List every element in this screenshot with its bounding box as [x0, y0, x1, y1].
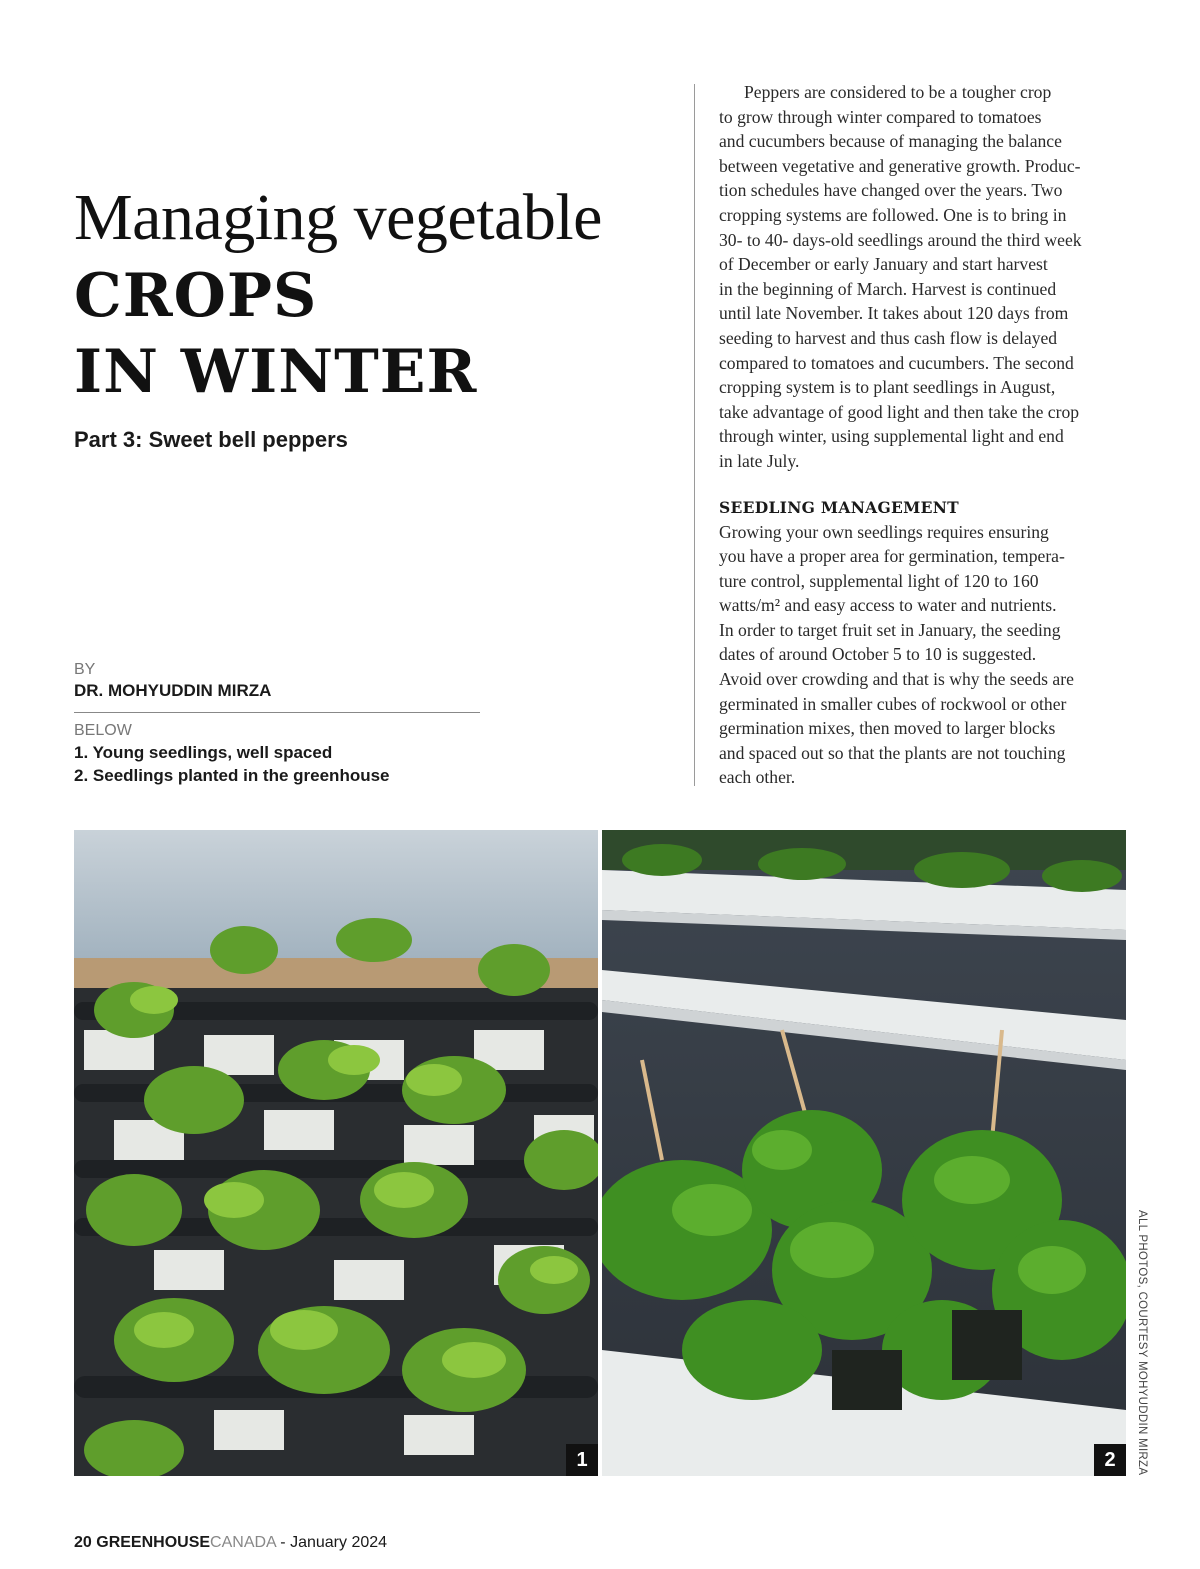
body-line: 30- to 40- days-old seedlings around the third week — [719, 229, 1082, 250]
greenhouse-seedlings-illustration — [602, 830, 1126, 1476]
photo-caption-2: 2. Seedlings planted in the greenhouse — [74, 766, 390, 785]
body-line: compared to tomatoes and cucumbers. The second — [719, 352, 1074, 373]
article-title-main — [74, 258, 684, 410]
article-title-line2: CROPS — [74, 261, 318, 331]
section-heading: SEEDLING MANAGEMENT — [719, 497, 960, 517]
issue-date: - January 2024 — [280, 1534, 388, 1551]
byline-block — [74, 660, 480, 787]
article-subtitle: Part 3: Sweet bell peppers — [74, 427, 348, 452]
body-line: In order to target fruit set in January, the seeding — [719, 619, 1061, 640]
body-line: ture control, supplemental light of 120 to 160 — [719, 570, 1039, 591]
photo-number-badge-1: 1 — [566, 1444, 598, 1476]
photo-credit: ALL PHOTOS, COURTESY MOHYUDDIN MIRZA — [1136, 1210, 1148, 1476]
body-line: watts/m² and easy access to water and nutrients. — [719, 595, 1057, 616]
body-line: Peppers are considered to be a tougher crop — [744, 82, 1052, 102]
seedlings-trays-illustration — [74, 830, 598, 1476]
photo-seedlings-greenhouse — [602, 830, 1126, 1476]
photo-seedlings-trays — [74, 830, 598, 1476]
author-name: DR. MOHYUDDIN MIRZA — [74, 681, 272, 700]
magazine-name-bold: GREENHOUSE — [96, 1534, 211, 1551]
article-title-line3: IN WINTER — [74, 337, 478, 407]
body-line: until late November. It takes about 120 days from — [719, 303, 1069, 324]
body-line: tion schedules have changed over the years. Two — [719, 180, 1063, 201]
body-line: of December or early January and start harvest — [719, 254, 1048, 275]
body-line: seeding to harvest and thus cash flow is delayed — [719, 327, 1058, 348]
page-footer — [74, 1534, 387, 1552]
body-line: germinated in smaller cubes of rockwool or other — [719, 693, 1067, 714]
body-line: to grow through winter compared to tomatoes — [719, 106, 1042, 127]
body-paragraph-1 — [719, 80, 1139, 474]
body-line: Avoid over crowding and that is why the seeds are — [719, 669, 1074, 690]
body-line: in late July. — [719, 450, 800, 471]
photo-number-badge-2: 2 — [1094, 1444, 1126, 1476]
body-line: you have a proper area for germination, tempera- — [719, 546, 1065, 567]
body-line: in the beginning of March. Harvest is continued — [719, 278, 1057, 299]
body-line: each other. — [719, 767, 796, 788]
by-label: BY — [74, 661, 96, 678]
body-line: dates of around October 5 to 10 is suggested. — [719, 644, 1037, 665]
article-title-line1: Managing vegetable — [74, 181, 602, 254]
photo-caption-1: 1. Young seedlings, well spaced — [74, 743, 333, 762]
below-label: BELOW — [74, 722, 132, 739]
body-line: cropping systems are followed. One is to bring in — [719, 204, 1067, 225]
body-paragraph-2 — [719, 520, 1139, 791]
body-line: and spaced out so that the plants are not touching — [719, 742, 1066, 763]
body-line: cropping system is to plant seedlings in August, — [719, 377, 1056, 398]
byline-divider — [74, 712, 480, 713]
body-line: germination mixes, then moved to larger blocks — [719, 718, 1056, 739]
body-line: and cucumbers because of managing the balance — [719, 131, 1062, 152]
body-line: through winter, using supplemental light and end — [719, 426, 1064, 447]
body-line: take advantage of good light and then take the crop — [719, 401, 1080, 422]
body-line: Growing your own seedlings requires ensuring — [719, 521, 1049, 542]
column-divider — [694, 84, 695, 786]
body-column — [719, 80, 1139, 790]
page-number: 20 — [74, 1534, 92, 1551]
body-line: between vegetative and generative growth. Produc- — [719, 155, 1081, 176]
magazine-name-light: CANADA — [210, 1534, 276, 1551]
